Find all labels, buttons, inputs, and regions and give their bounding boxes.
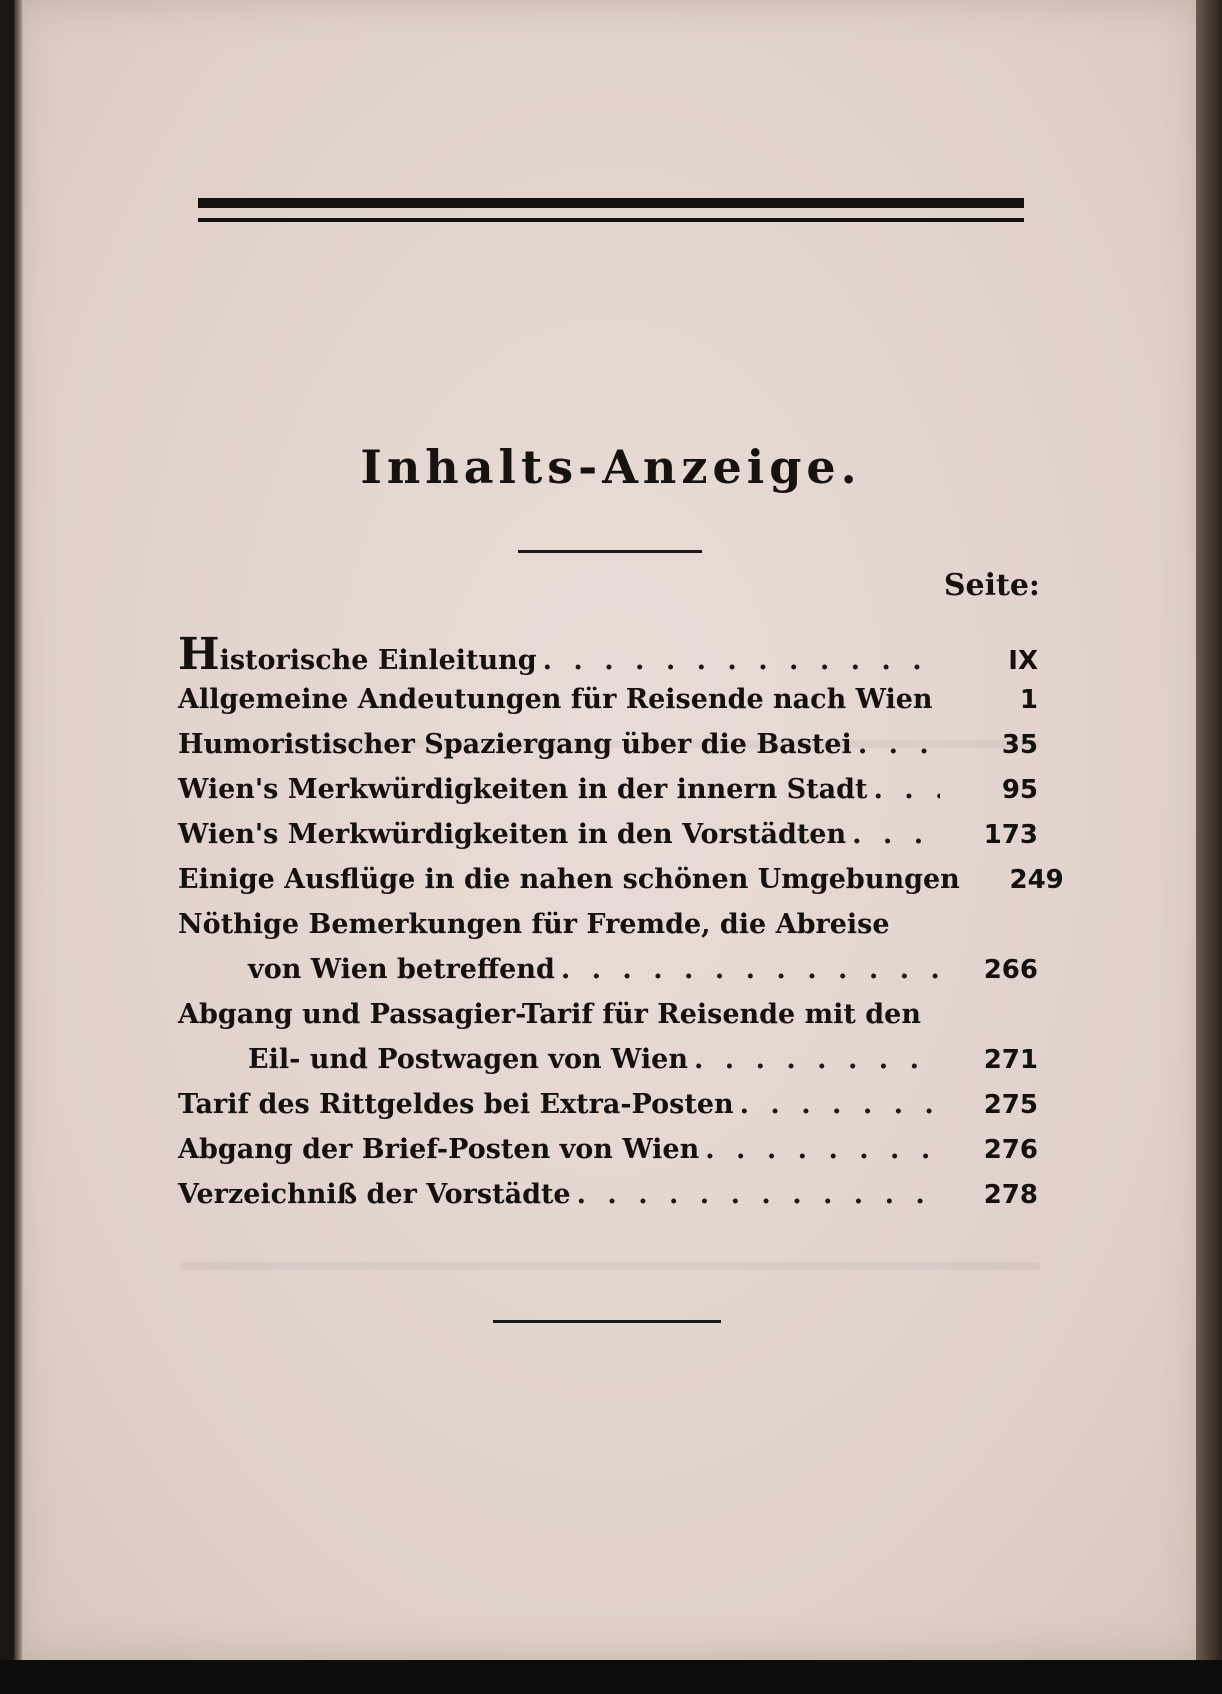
book-spine (14, 0, 24, 1660)
dot-leader (873, 767, 940, 812)
page-number: 275 (983, 1090, 1038, 1120)
page-number: 1 (1019, 685, 1038, 715)
toc-line (178, 857, 1064, 902)
page-number: IX (1008, 646, 1038, 676)
entry-title: Abgang der Brief-Posten von Wien (178, 1134, 700, 1165)
entry-title: Tarif des Rittgeldes bei Extra-Posten (178, 1089, 734, 1120)
dot-leader (561, 947, 940, 992)
entry-title-line-2: von Wien betreffend (248, 954, 555, 985)
toc-entry-brief-posten (178, 1127, 1038, 1172)
entry-title-line-2: Eil- und Postwagen von Wien (248, 1044, 688, 1075)
toc-line (178, 722, 1038, 767)
toc-line (178, 1037, 1038, 1082)
page-number: 278 (983, 1180, 1038, 1210)
dot-leader (939, 677, 940, 722)
title-underline-rule (518, 550, 702, 553)
header-thick-rule (198, 198, 1024, 208)
page-title: Inhalts-Anzeige. (360, 440, 862, 494)
toc-line (178, 677, 1038, 722)
toc-line (178, 902, 1038, 947)
toc-entry-bemerkungen-fuer-fremde (178, 902, 1038, 992)
toc-line (178, 629, 1038, 680)
dot-leader (577, 1172, 940, 1217)
toc-entry-passagier-tarif (178, 992, 1038, 1082)
toc-line (178, 812, 1038, 857)
show-through-shadow (180, 1262, 1040, 1270)
entry-title: Wien's Merkwürdigkeiten in der innern Stadt (178, 774, 868, 805)
page-number: 249 (1009, 865, 1064, 895)
toc-line (178, 1127, 1038, 1172)
page-column-label: Seite: (943, 568, 1040, 603)
toc-entry-historische-einleitung (178, 629, 1038, 680)
entry-title: Humoristischer Spaziergang über die Bastei (178, 729, 852, 760)
toc-entry-vorstaedte-merkwuerdigkeiten (178, 812, 1038, 857)
entry-title: Verzeichniß der Vorstädte (178, 1179, 571, 1210)
toc-line (178, 947, 1038, 992)
toc-entry-humoristischer-spaziergang (178, 722, 1038, 767)
entry-title: Allgemeine Andeutungen für Reisende nach Wien (178, 684, 933, 715)
table-of-contents (178, 629, 1064, 1217)
entry-title (178, 629, 537, 683)
page-number: 266 (983, 955, 1038, 985)
page-bottom-edge (0, 1660, 1222, 1694)
dot-leader (852, 812, 940, 857)
entry-title-line-1: Nöthige Bemerkungen für Fremde, die Abreise (178, 909, 890, 940)
entry-title-rest: istorische Einleitung (219, 645, 537, 676)
page-number: 271 (983, 1045, 1038, 1075)
entry-title: Wien's Merkwürdigkeiten in den Vorstädten (178, 819, 847, 850)
dot-leader (705, 1127, 940, 1172)
header-thin-rule (198, 218, 1024, 222)
toc-entry-innere-stadt (178, 767, 1038, 812)
page-number: 173 (983, 820, 1038, 850)
page-number: 95 (1001, 775, 1038, 805)
entry-title-line-1: Abgang und Passagier-Tarif für Reisende mit den (178, 999, 921, 1030)
decorative-initial: H (178, 629, 220, 680)
toc-entry-verzeichnis-vorstaedte (178, 1172, 1038, 1217)
toc-line (178, 1082, 1038, 1127)
dot-leader (858, 722, 940, 767)
entry-title: Einige Ausflüge in die nahen schönen Umgebungen (178, 864, 960, 895)
page-right-edge (1196, 0, 1222, 1694)
toc-line (178, 992, 1038, 1037)
dot-leader (694, 1037, 940, 1082)
toc-line (178, 1172, 1038, 1217)
page-number: 35 (1001, 730, 1038, 760)
toc-entry-ausfluege (178, 857, 1064, 902)
footer-rule (493, 1320, 721, 1323)
dot-leader (740, 1082, 940, 1127)
page-number: 276 (983, 1135, 1038, 1165)
toc-entry-rittgeld-tarif (178, 1082, 1038, 1127)
toc-entry-allgemeine-andeutungen (178, 677, 1038, 722)
toc-line (178, 767, 1038, 812)
